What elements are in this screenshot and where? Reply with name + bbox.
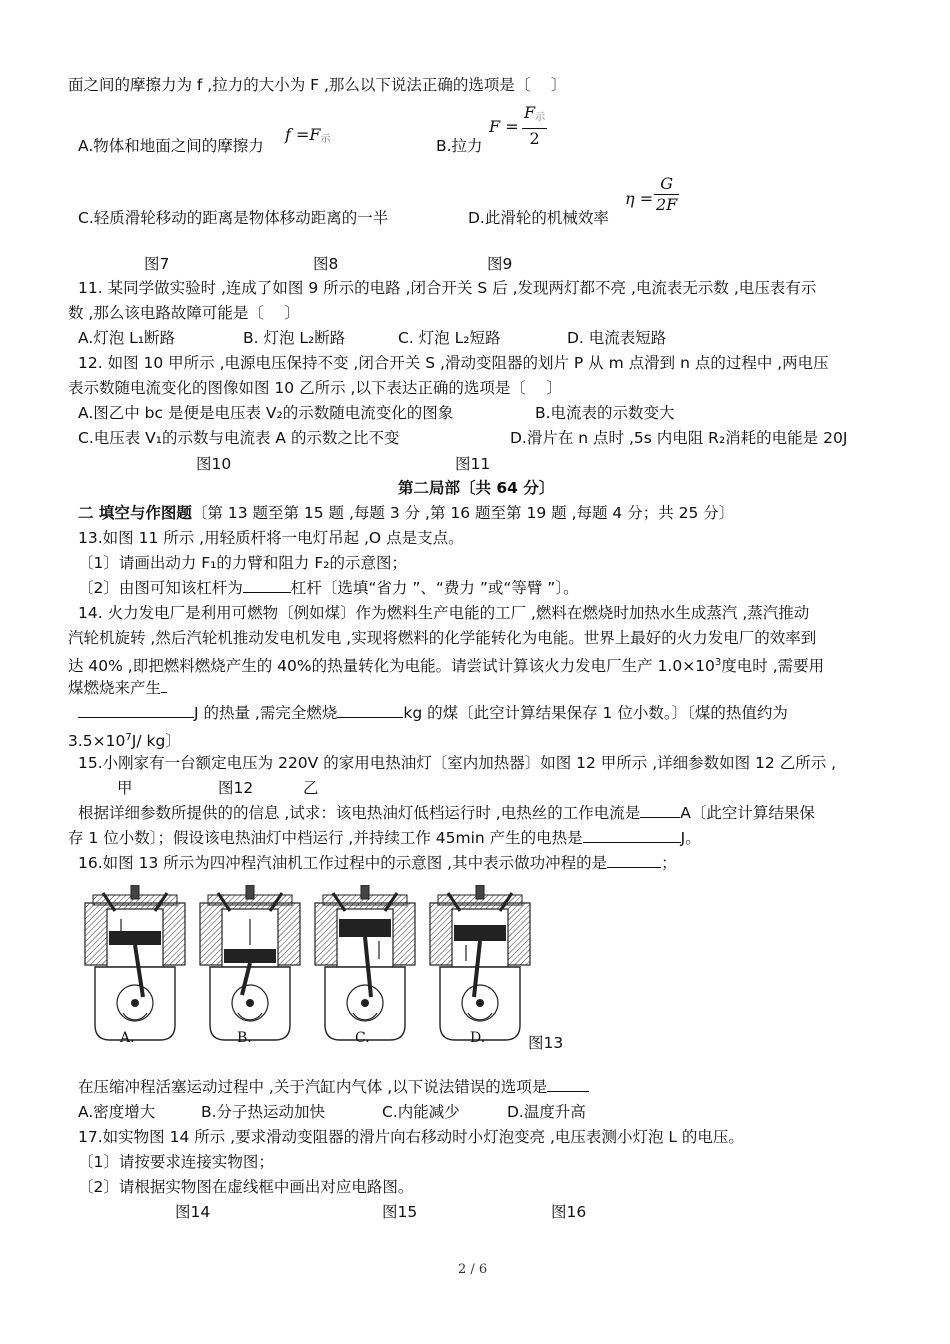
page-number: 2 / 6 — [458, 1262, 488, 1277]
figure-label-14: 图14 — [175, 1203, 211, 1221]
q15-line2 — [78, 802, 815, 824]
fraction-denominator: 2 — [529, 129, 540, 148]
q12-option-c: C.电压表 V₁的示数与电流表 A 的示数之比不变 — [78, 429, 400, 447]
engine-c-diagram — [315, 885, 415, 1040]
q13-line1: 13.如图 11 所示 ,用轻质杆将一电灯吊起 ,O 点是支点。 — [78, 529, 464, 547]
fraction-numerator — [522, 103, 547, 129]
section2-desc: 〔第 13 题至第 15 题 ,每题 3 分 ,第 16 题至第 19 题 ,每题 4 分；共 25 分〕 — [191, 504, 735, 522]
q11-line2: 数 ,那么该电路故障可能是〔 〕 — [68, 304, 300, 322]
text-part: 在压缩冲程活塞运动过程中 ,关于汽缸内气体 ,以下说法错误的选项是 — [78, 1078, 548, 1096]
q16-line1 — [78, 852, 677, 874]
q14-line2: 汽轮机旋转 ,然后汽轮机推动发电机发电 ,实现将燃料的化学能转化为电能。世界上最好的火力发电厂的效率到 — [68, 629, 817, 647]
engine-label-c: C. — [355, 1030, 370, 1046]
superscript: 7 — [125, 732, 132, 743]
superscript: 3 — [714, 657, 722, 668]
formula-part: = — [505, 117, 519, 136]
formula-part: η — [625, 189, 635, 208]
engine-label-a: A. — [120, 1030, 135, 1046]
q12-option-d: D.滑片在 n 点时 ,5s 内电阻 R₂消耗的电能是 20J — [510, 429, 848, 447]
q14-line3 — [68, 652, 824, 677]
figure-label-13: 图13 — [528, 1034, 564, 1052]
text-part: kg 的煤〔此空计算结果保存 1 位小数。〕〔煤的热值约为 — [403, 704, 788, 722]
engine-d-diagram — [430, 885, 530, 1040]
q10-option-d-fraction — [654, 174, 679, 215]
q11-option-a: A.灯泡 L₁断路 — [78, 329, 176, 347]
section2-header — [78, 502, 734, 524]
q17-line1: 17.如实物图 14 所示 ,要求滑动变阻器的滑片向右移动时小灯泡变亮 ,电压表测小灯泡 L 的电压。 — [78, 1128, 744, 1146]
q11-option-c: C. 灯泡 L₂短路 — [398, 329, 501, 347]
text-part: J。 — [680, 829, 701, 847]
q10-option-b-fraction — [522, 103, 547, 149]
q13-line3 — [78, 577, 579, 599]
formula-part: 示 — [320, 134, 331, 145]
engine-label-b: B. — [237, 1030, 252, 1046]
q10-option-d-formula — [625, 188, 653, 210]
q11-option-d: D. 电流表短路 — [567, 329, 667, 347]
q17-line3: 〔2〕请根据实物图在虚线框中画出对应电路图。 — [78, 1178, 414, 1196]
figure-label-16: 图16 — [551, 1203, 587, 1221]
formula-part: F — [524, 103, 536, 122]
formula-part: = — [639, 189, 654, 208]
text-part: J/ kg〕 — [131, 732, 181, 750]
engine-a-diagram — [85, 885, 185, 1040]
answer-blank[interactable] — [607, 852, 661, 868]
q10-option-d-text: D.此滑轮的机械效率 — [468, 209, 609, 227]
text-part: 煤燃烧来产生 — [68, 679, 162, 697]
formula-part: 示 — [535, 112, 546, 123]
text-part: 达 40% ,即把燃料燃烧产生的 40%的热量转化为电能。请尝试计算该火力发电厂生产 1.0×10 — [68, 657, 715, 675]
q17-line2: 〔1〕请按要求连接实物图； — [78, 1153, 274, 1171]
formula-part: F — [489, 117, 501, 136]
q15-figure-label-jia: 甲 — [117, 779, 133, 797]
part2-title: 第二局部〔共 64 分〕 — [398, 479, 555, 497]
text-part: ； — [661, 854, 677, 872]
q12-line1: 12. 如图 10 甲所示 ,电源电压保持不变 ,闭合开关 S ,滑动变阻器的划片 P 从 m 点滑到 n 点的过程中 ,两电压 — [78, 354, 829, 372]
q10-option-a-text: A.物体和地面之间的摩擦力 — [78, 137, 264, 155]
text-part: A〔此空计算结果保 — [680, 804, 815, 822]
answer-blank[interactable] — [583, 827, 681, 843]
figure-label-8: 图8 — [313, 255, 339, 273]
answer-blank[interactable] — [640, 802, 680, 818]
four-stroke-engine-diagrams — [80, 885, 540, 1050]
figure-label-11: 图11 — [455, 455, 491, 473]
q10-option-b-text: B.拉力 — [436, 137, 483, 155]
q16-option-d: D.温度升高 — [507, 1103, 586, 1121]
text-part: J 的热量 ,需完全燃烧 — [194, 704, 338, 722]
q16-option-c: C.内能减少 — [382, 1103, 460, 1121]
q16-option-a: A.密度增大 — [78, 1103, 156, 1121]
engine-b-diagram — [200, 885, 300, 1040]
q15-figure-label-12: 图12 — [218, 779, 254, 797]
q14-line4 — [68, 677, 167, 699]
text-part: 16.如图 13 所示为四冲程汽油机工作过程中的示意图 ,其中表示做功冲程的是 — [78, 854, 608, 872]
answer-blank[interactable] — [161, 677, 167, 693]
q12-option-a: A.图乙中 bc 是便是电压表 V₂的示数随电流变化的图象 — [78, 404, 454, 422]
section2-head: 二 填空与作图题 — [78, 504, 192, 522]
q14-line5 — [78, 702, 788, 724]
answer-blank[interactable] — [243, 577, 291, 593]
figure-label-15: 图15 — [382, 1203, 418, 1221]
text-part: 度电时 ,需要用 — [721, 657, 825, 675]
q16-option-b: B.分子热运动加快 — [201, 1103, 326, 1121]
q15-line3 — [68, 827, 701, 849]
q13-line2: 〔1〕请画出动力 F₁的力臂和阻力 F₂的示意图； — [78, 554, 407, 572]
formula-part: F — [309, 125, 321, 144]
figure-label-9: 图9 — [487, 255, 513, 273]
q10-option-a-formula — [285, 124, 331, 151]
fraction-denominator: 2F — [656, 195, 678, 214]
q12-option-b: B.电流表的示数变大 — [535, 404, 675, 422]
q10-stem: 面之间的摩擦力为 f ,拉力的大小为 F ,那么以下说法正确的选项是〔 〕 — [68, 76, 567, 94]
q15-line1: 15.小刚家有一台额定电压为 220V 的家用电热油灯〔室内加热器〕如图 12 甲所示 ,详细参数如图 12 乙所示 , — [78, 754, 837, 772]
answer-blank[interactable] — [78, 702, 194, 718]
figure-label-10: 图10 — [196, 455, 232, 473]
q10-option-c-text: C.轻质滑轮移动的距离是物体移动距离的一半 — [78, 209, 389, 227]
q14-line6 — [68, 727, 181, 752]
q12-line2: 表示数随电流变化的图像如图 10 乙所示 ,以下表达正确的选项是〔 〕 — [68, 379, 562, 397]
text-part: 3.5×10 — [68, 732, 126, 750]
q11-option-b: B. 灯泡 L₂断路 — [243, 329, 346, 347]
text-part: 存 1 位小数〕；假设该电热油灯中档运行 ,并持续工作 45min 产生的电热是 — [68, 829, 583, 847]
q15-figure-label-yi: 乙 — [303, 779, 319, 797]
figure-label-7: 图7 — [144, 255, 170, 273]
formula-part: = — [296, 125, 310, 144]
text-part: 〔2〕由图可知该杠杆为 — [78, 579, 243, 597]
q16-line2 — [78, 1076, 589, 1098]
answer-blank[interactable] — [547, 1076, 589, 1092]
formula-part: f — [285, 125, 291, 144]
fraction-numerator: G — [654, 174, 679, 195]
q10-option-b-formula — [489, 116, 519, 138]
answer-blank[interactable] — [337, 702, 403, 718]
q14-line1: 14. 火力发电厂是利用可燃物〔例如煤〕作为燃料生产电能的工厂 ,燃料在燃烧时加热水生成蒸汽 ,蒸汽推动 — [78, 604, 810, 622]
text-part: 杠杆〔选填“省力 ”、“费力 ”或“等臂 ”〕。 — [290, 579, 579, 597]
text-part: 根据详细参数所提供的的信息 ,试求：该电热油灯低档运行时 ,电热丝的工作电流是 — [78, 804, 641, 822]
engine-label-d: D. — [470, 1030, 486, 1046]
q11-line1: 11. 某同学做实验时 ,连成了如图 9 所示的电路 ,闭合开关 S 后 ,发现两灯都不亮 ,电流表无示数 ,电压表有示 — [78, 279, 817, 297]
